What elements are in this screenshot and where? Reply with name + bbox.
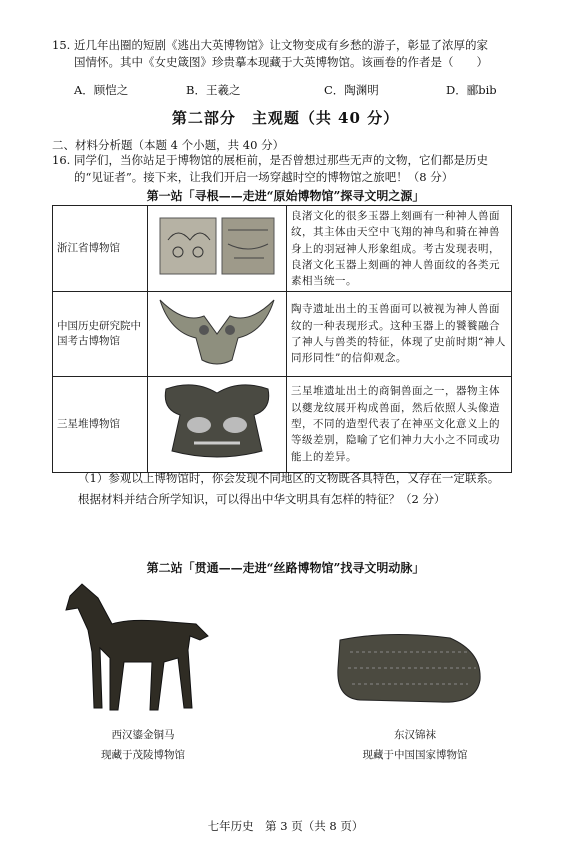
part-title: 第二部分 主观题（共 40 分） xyxy=(171,109,400,127)
question-number: 16. xyxy=(52,153,71,167)
table-row xyxy=(53,206,512,292)
table-row xyxy=(53,292,512,376)
artifact-right-name: 东汉锦袜 xyxy=(394,729,436,741)
brocade-sock-image xyxy=(330,628,490,708)
option-d[interactable]: D．郦bib xyxy=(446,83,497,97)
option-a[interactable]: A．顾恺之 xyxy=(74,83,129,97)
question-15 xyxy=(52,37,522,70)
artifact-right-location: 现藏于中国国家博物馆 xyxy=(362,749,468,761)
museum-description: 陶寺遗址出土的玉兽面可以被视为神人兽面纹的一种表现形式。这种玉器上的饕餮融合了神人与兽类的特征，体现了史前时期“神人同形同性”的信仰观念。 xyxy=(287,292,512,376)
museum-name: 三星堆博物馆 xyxy=(53,376,148,472)
station-2-title: 第二站「贯通——走进“丝路博物馆”找寻文明动脉」 xyxy=(146,561,425,575)
question-number: 15. xyxy=(52,38,71,52)
question-text-cont: 国情怀。其中《女史箴图》珍贵摹本现藏于大英博物馆。该画卷的作者是（ ） xyxy=(74,54,488,69)
sub-question-1-prompt: 根据材料并结合所学知识，可以得出中华文明具有怎样的特征？（2 分） xyxy=(78,492,446,506)
artifact-left-location: 现藏于茂陵博物馆 xyxy=(101,749,185,761)
question-text: 同学们，当你站足于博物馆的展柜前，是否曾想过那些无声的文物，它们都是历史 xyxy=(74,153,488,167)
museum-name: 中国历史研究院中国考古博物馆 xyxy=(53,292,148,376)
artifact-image-jade-mask xyxy=(148,292,287,376)
option-c[interactable]: C．陶渊明 xyxy=(324,83,379,97)
museum-table xyxy=(52,205,512,473)
museum-name: 浙江省博物馆 xyxy=(53,206,148,292)
section-heading: 二、材料分析题（本题 4 个小题，共 40 分） xyxy=(52,138,285,152)
option-b[interactable]: B．王羲之 xyxy=(186,83,241,97)
question-text: 近几年出圈的短剧《逃出大英博物馆》让文物变成有乡愁的游子，彰显了浓厚的家 xyxy=(74,38,488,52)
artifact-left-name: 西汉鎏金铜马 xyxy=(111,729,175,741)
station-1-title: 第一站「寻根——走进“原始博物馆”探寻文明之源」 xyxy=(146,189,425,203)
page-footer: 七年历史 第 3 页（共 8 页） xyxy=(207,819,364,833)
question-16 xyxy=(52,152,522,185)
table-row xyxy=(53,376,512,472)
museum-description: 三星堆遗址出土的商铜兽面之一，器物主体以夔龙纹展开构成兽面，然后依照人头像造型，不同的造型代表了在神巫文化意义上的等级差别，隐喻了它们神力大小之不同或功能上的差异。 xyxy=(287,376,512,472)
museum-description: 良渚文化的很多玉器上刻画有一种神人兽面纹，其主体由天空中飞翔的神鸟和骑在神兽身上的羽冠神人形象组成。考古发现表明，良渚文化玉器上刻画的神人兽面纹的各类元素相当统一。 xyxy=(287,206,512,292)
bronze-horse-image xyxy=(60,578,220,718)
artifact-image-jade xyxy=(148,206,287,292)
question-text-cont: 的“见证者”。接下来，让我们开启一场穿越时空的博物馆之旅吧！（8 分） xyxy=(74,169,454,184)
sub-question-1: （1）参观以上博物馆时，你会发现不同地区的文物既各具特色，又存在一定联系。 xyxy=(78,471,500,485)
artifact-image-bronze-mask xyxy=(148,376,287,472)
